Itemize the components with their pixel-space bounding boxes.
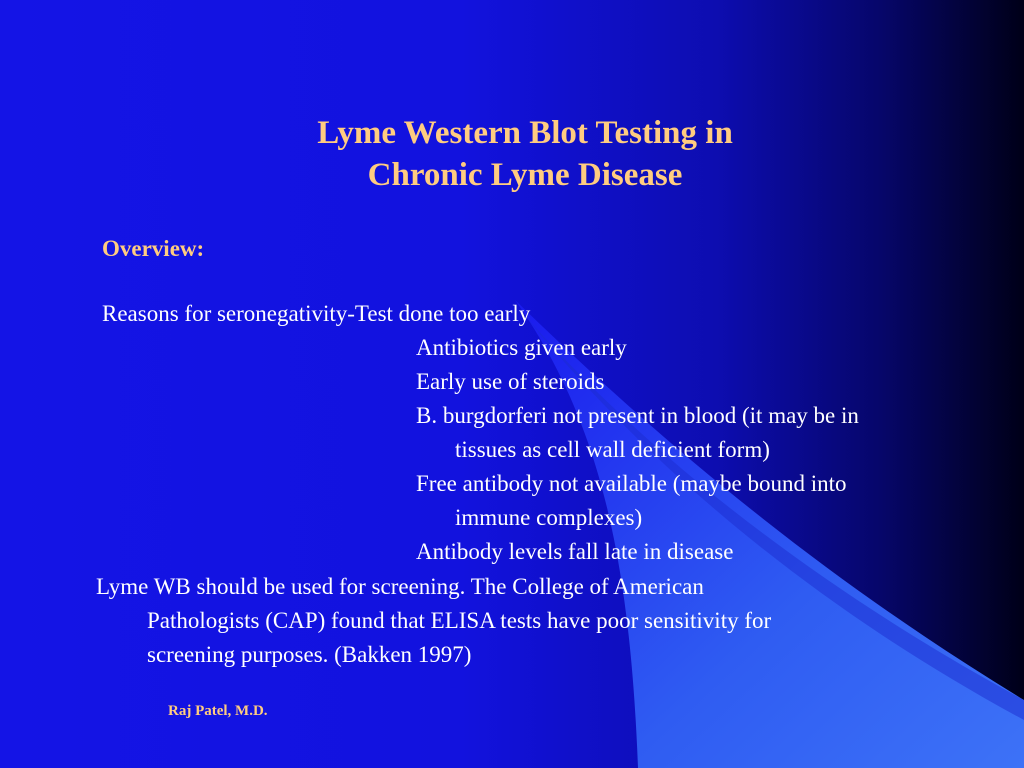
screening-line: Lyme WB should be used for screening. The College of American [96, 574, 704, 599]
reason-item: B. burgdorferi not present in blood (it may be in [416, 403, 859, 428]
title-line-2: Chronic Lyme Disease [367, 157, 683, 193]
reasons-list [416, 331, 859, 569]
screening-paragraph [96, 570, 771, 672]
reason-item: Antibody levels fall late in disease [416, 539, 734, 564]
reason-item-continuation: immune complexes) [455, 505, 643, 530]
slide-title [0, 112, 1024, 196]
reasons-lead: Reasons for seronegativity-Test done too early [102, 301, 531, 326]
screening-line-continuation: screening purposes. (Bakken 1997) [147, 642, 472, 667]
reason-item: Free antibody not available (maybe bound into [416, 471, 847, 496]
screening-line-continuation: Pathologists (CAP) found that ELISA tests have poor sensitivity for [147, 608, 772, 633]
author-credit: Raj Patel, M.D. [168, 703, 268, 719]
reason-item: Antibiotics given early [416, 335, 627, 360]
reason-item: Early use of steroids [416, 369, 605, 394]
title-line-1: Lyme Western Blot Testing in [317, 115, 733, 151]
reason-item-continuation: tissues as cell wall deficient form) [455, 437, 770, 462]
overview-heading: Overview: [102, 236, 205, 261]
